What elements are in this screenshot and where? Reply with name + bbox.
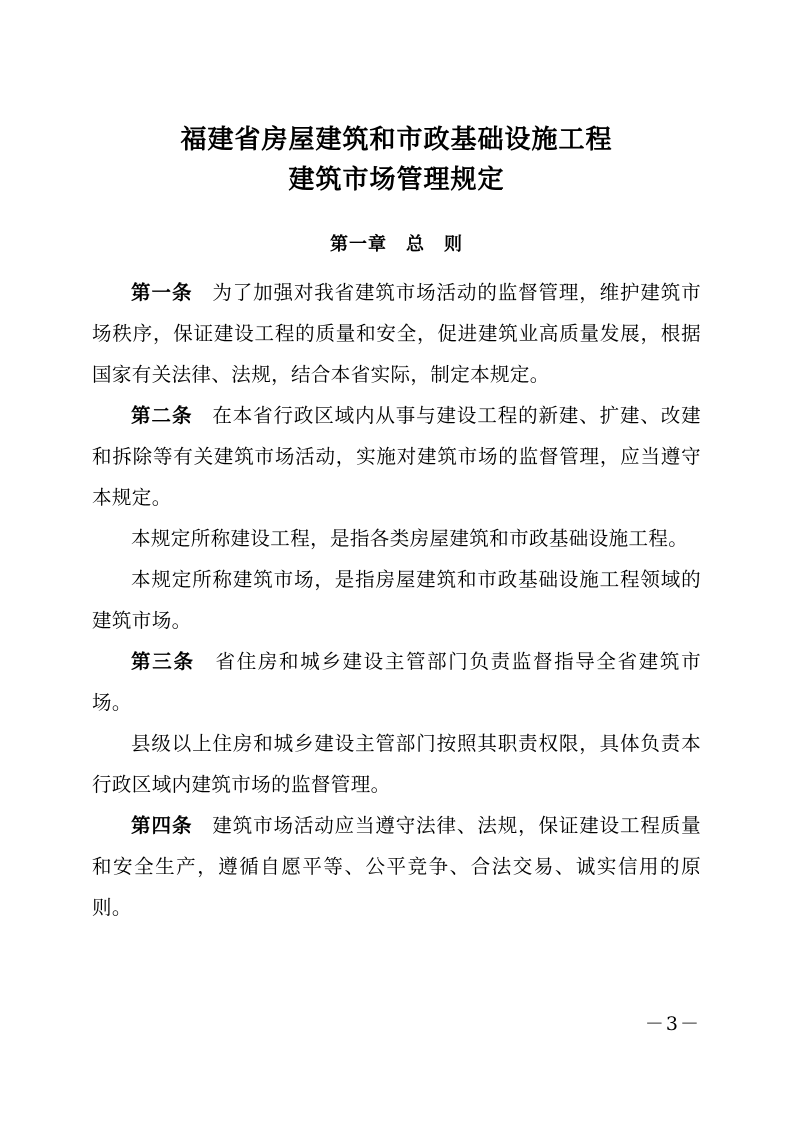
article-paragraph — [92, 805, 701, 928]
article-label: 第三条 — [131, 650, 195, 673]
article-text: 省住房和城乡建设主管部门负责监督指导全省建筑市场。 — [92, 650, 701, 714]
article-text: 本规定所称建筑市场，是指房屋建筑和市政基础设施工程领域的建筑市场。 — [92, 568, 701, 632]
article-text: 在本省行政区域内从事与建设工程的新建、扩建、改建和拆除等有关建筑市场活动，实施对建筑市场的监督管理，应当遵守本规定。 — [92, 404, 701, 509]
body-paragraph — [92, 518, 701, 559]
page-title — [92, 120, 701, 200]
chapter-heading: 第一章 总 则 — [330, 234, 463, 255]
article-paragraph — [92, 272, 701, 395]
page-number: －3－ — [644, 1013, 701, 1035]
article-text: 为了加强对我省建筑市场活动的监督管理，维护建筑市场秩序，保证建设工程的质量和安全，促进建筑业高质量发展，根据国家有关法律、法规，结合本省实际，制定本规定。 — [92, 281, 701, 386]
article-text: 建筑市场活动应当遵守法律、法规，保证建设工程质量和安全生产，遵循自愿平等、公平竞争、合法交易、诚实信用的原则。 — [92, 814, 701, 919]
article-text: 县级以上住房和城乡建设主管部门按照其职责权限，具体负责本行政区域内建筑市场的监督管理。 — [92, 732, 701, 796]
body-paragraph — [92, 559, 701, 641]
article-paragraph — [92, 395, 701, 518]
page-title-line-2: 建筑市场管理规定 — [288, 165, 505, 195]
article-text: 本规定所称建设工程，是指各类房屋建筑和市政基础设施工程。 — [131, 527, 689, 550]
article-label: 第四条 — [131, 814, 193, 837]
article-label: 第一条 — [131, 281, 193, 304]
article-label: 第二条 — [131, 404, 193, 427]
article-paragraph — [92, 641, 701, 723]
page-title-line-1: 福建省房屋建筑和市政基础设施工程 — [180, 125, 613, 155]
body-paragraph — [92, 723, 701, 805]
